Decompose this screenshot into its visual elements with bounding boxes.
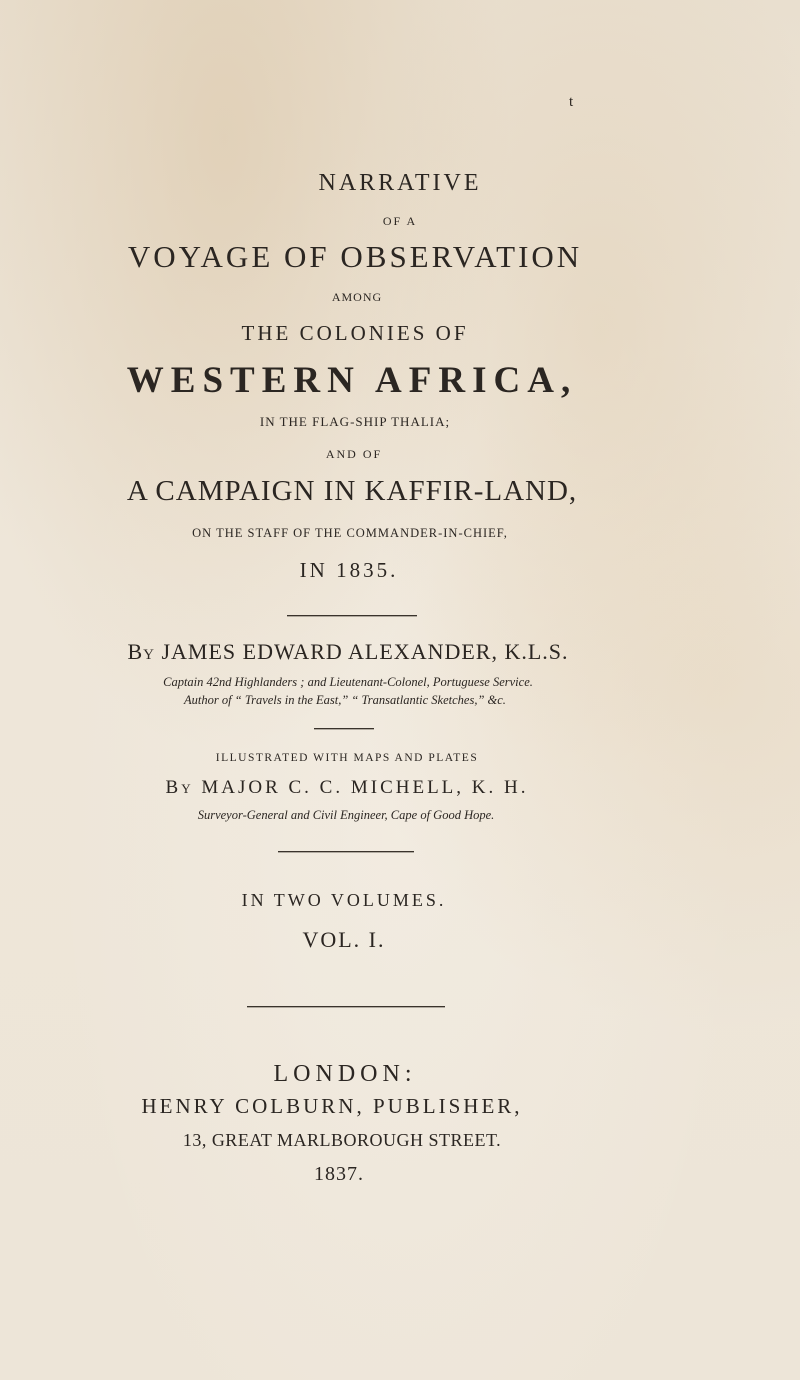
imprint-address: 13, GREAT MARLBOROUGH STREET.	[182, 1130, 502, 1150]
divider-2	[314, 728, 374, 730]
title-voyage: VOYAGE OF OBSERVATION	[127, 239, 583, 274]
title-year: IN 1835.	[299, 558, 399, 582]
title-narrative: NARRATIVE	[318, 170, 482, 196]
illustrated-line: ILLUSTRATED WITH MAPS AND PLATES	[215, 752, 479, 764]
title-campaign: A CAMPAIGN IN KAFFIR-LAND,	[126, 475, 578, 507]
divider-3	[278, 851, 414, 853]
illustrator-by: By	[165, 777, 194, 798]
illustrator-role: Surveyor-General and Civil Engineer, Cape of Good Hope.	[197, 808, 495, 822]
divider-4	[247, 1006, 445, 1008]
title-staff: ON THE STAFF OF THE COMMANDER-IN-CHIEF,	[192, 526, 508, 540]
illustrator-line	[0, 778, 747, 797]
title-and-of: AND OF	[325, 447, 383, 461]
volumes-in-two: IN TWO VOLUMES.	[241, 890, 447, 910]
divider-1	[287, 615, 417, 617]
title-of-a: OF A	[382, 214, 418, 228]
imprint-city: LONDON:	[273, 1061, 417, 1087]
illustrator-name: MAJOR C. C. MICHELL, K. H.	[201, 777, 529, 798]
volumes-vol: VOL. I.	[302, 927, 386, 952]
corner-mark: t	[569, 94, 574, 110]
author-by: By	[127, 639, 155, 664]
title-western-africa: WESTERN AFRICA,	[126, 360, 578, 401]
author-credentials-1: Captain 42nd Highlanders ; and Lieutenant-Colonel, Portuguese Service.	[163, 675, 533, 689]
author-name: JAMES EDWARD ALEXANDER, K.L.S.	[161, 639, 569, 664]
imprint-publisher: HENRY COLBURN, PUBLISHER,	[141, 1094, 523, 1118]
author-line	[0, 641, 748, 663]
title-flagship: IN THE FLAG-SHIP THALIA;	[259, 414, 451, 429]
title-colonies: THE COLONIES OF	[241, 321, 469, 345]
title-among: AMONG	[331, 290, 383, 304]
author-credentials-2: Author of “ Travels in the East,” “ Transatlantic Sketches,” &c.	[184, 693, 506, 707]
imprint-year: 1837.	[314, 1163, 364, 1185]
